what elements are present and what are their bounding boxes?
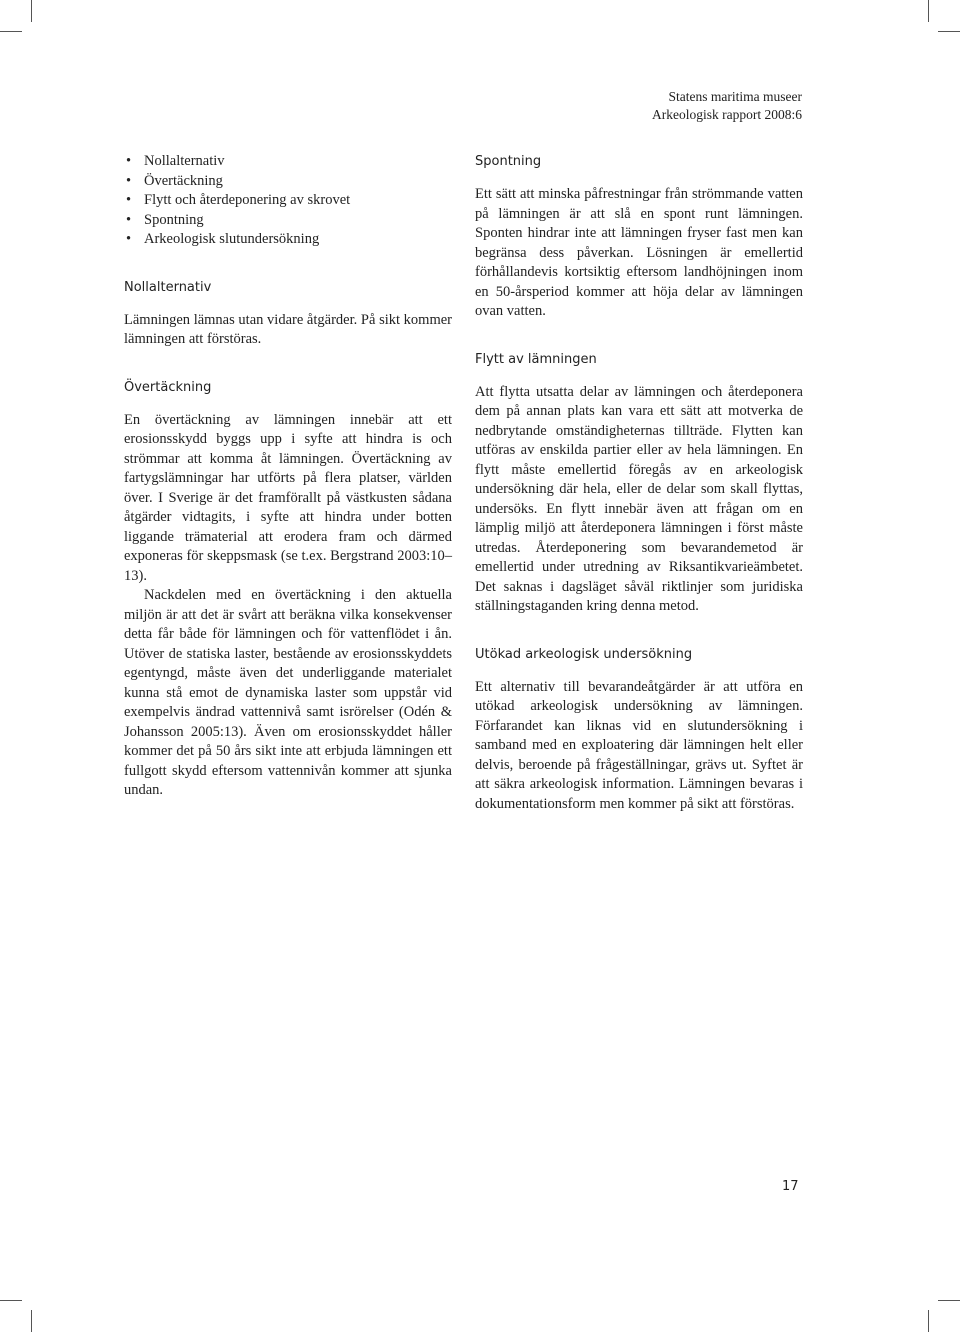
paragraph-flytt: Att flytta utsatta delar av lämningen och återdeponera dem på annan plats kan vara ett sätt att motverka de nedbrytande omständigheternas tillträde. Flytten kan utföras av enskilda partier eller av hela lämningen. En flytt måste emellertid föregås av en arkeologisk undersökning där hela, eller de delar som skall flyttas, undersöks. En flytt innebär även att frågan om en lämplig miljö att återdeponera lämningen i först måste utredas. Återdeponering som bevarandemetod är emellertid under utredning av Riksantikvarieämbetet. Det saknas i dagsläget såväl riktlinjer som juridiska ställningstaganden kring denna metod.: [475, 383, 803, 614]
heading-spontning: Spontning: [475, 154, 542, 169]
bullet-icon: •: [126, 172, 132, 189]
list-item: • Arkeologisk slutundersökning: [124, 230, 452, 250]
header-report: Arkeologisk rapport 2008:6: [652, 107, 802, 122]
running-header: [652, 88, 802, 124]
list-item: • Övertäckning: [124, 172, 452, 192]
spacer: [475, 322, 803, 350]
list-item: • Spontning: [124, 211, 452, 231]
paragraph-overtackning-2: Nackdelen med en övertäckning i den aktuella miljön är att det är svårt att beräkna vilka konsekvenser detta får både för lämningen och för vattenflödet i ån. Utöver de statiska laster, bestående av erosionsskyddets egentyngd, måste även det underliggande materialet kunna stå emot de dynamiska laster som uppstår vid exempelvis ändrad vattennivå samt isrörelser (Odén & Johansson 2005:13). Även om erosionsskyddet håller kommer det på 50 års sikt inte att erbjuda lämningen ett fullgott skydd eftersom vattennivån kommer att sjunka undan.: [124, 587, 452, 798]
crop-mark-top-left-v: [31, 0, 32, 22]
crop-mark-top-right-h: [938, 31, 960, 32]
header-publisher: Statens maritima museer: [668, 89, 802, 104]
paragraph-spontning: Ett sätt att minska påfrestningar från strömmande vatten på lämningen är att slå en spont runt lämningen. Sponten hindrar inte att lämningen fryser fast men kan begränsa dess påverkan. Lösningen är emellertid förhållandevis kortsiktig eftersom landhöjningen inom en 50-årsperiod kommer att höja delar av lämningen ovan vatten.: [475, 186, 803, 319]
right-column: [475, 152, 803, 814]
heading-utokad: Utökad arkeologisk undersökning: [475, 646, 693, 662]
crop-mark-bottom-right-v: [928, 1310, 929, 1332]
bullet-icon: •: [126, 153, 132, 169]
bullet-icon: •: [126, 192, 132, 208]
list-item: • Flytt och återdeponering av skrovet: [124, 191, 452, 211]
alternatives-list: [124, 152, 452, 250]
spacer: [475, 617, 803, 645]
paragraph-overtackning-1: En övertäckning av lämningen innebär att ett erosionsskydd byggs upp i syfte att hindra is och strömmar att komma åt lämningen. Övertäckning av fartygslämningar har utförts på flera platser, världen över. I Sverige är det framförallt på västkusten sådana åtgärder vidtagits, i syfte att hindra under botten liggande trämaterial att erodera fram och därmed exponeras för skeppsmask (se t.ex. Bergstrand 2003:10–13).: [124, 411, 452, 584]
spacer: [124, 350, 452, 378]
paragraph-nollalternativ: Lämningen lämnas utan vidare åtgärder. På sikt kommer lämningen att förstöras.: [124, 311, 452, 347]
heading-nollalternativ: Nollalternativ: [124, 279, 212, 295]
spacer: [124, 250, 452, 278]
bullet-icon: •: [126, 231, 132, 247]
crop-mark-top-left-h: [0, 31, 22, 32]
bullet-icon: •: [126, 211, 132, 228]
crop-mark-bottom-left-h: [0, 1300, 22, 1301]
paragraph-utokad: Ett alternativ till bevarandeåtgärder är att utföra en utökad arkeologisk undersökning av lämningen. Förfarandet kan liknas vid en slutundersökning i samband med en exploatering där lämningen helt eller delvis, beroende på frågeställningar, grävs ut. Syftet är att säkra arkeologisk information. Lämningen bevaras i dokumentationsform men kommer på sikt att förstöras.: [475, 678, 803, 812]
heading-overtackning: Övertäckning: [124, 379, 212, 395]
crop-mark-bottom-right-h: [938, 1300, 960, 1301]
heading-flytt: Flytt av lämningen: [475, 351, 597, 367]
page-number: 17: [782, 1179, 799, 1194]
crop-mark-top-right-v: [928, 0, 929, 22]
left-column: [124, 152, 452, 801]
crop-mark-bottom-left-v: [31, 1310, 32, 1332]
list-item: • Nollalternativ: [124, 152, 452, 172]
